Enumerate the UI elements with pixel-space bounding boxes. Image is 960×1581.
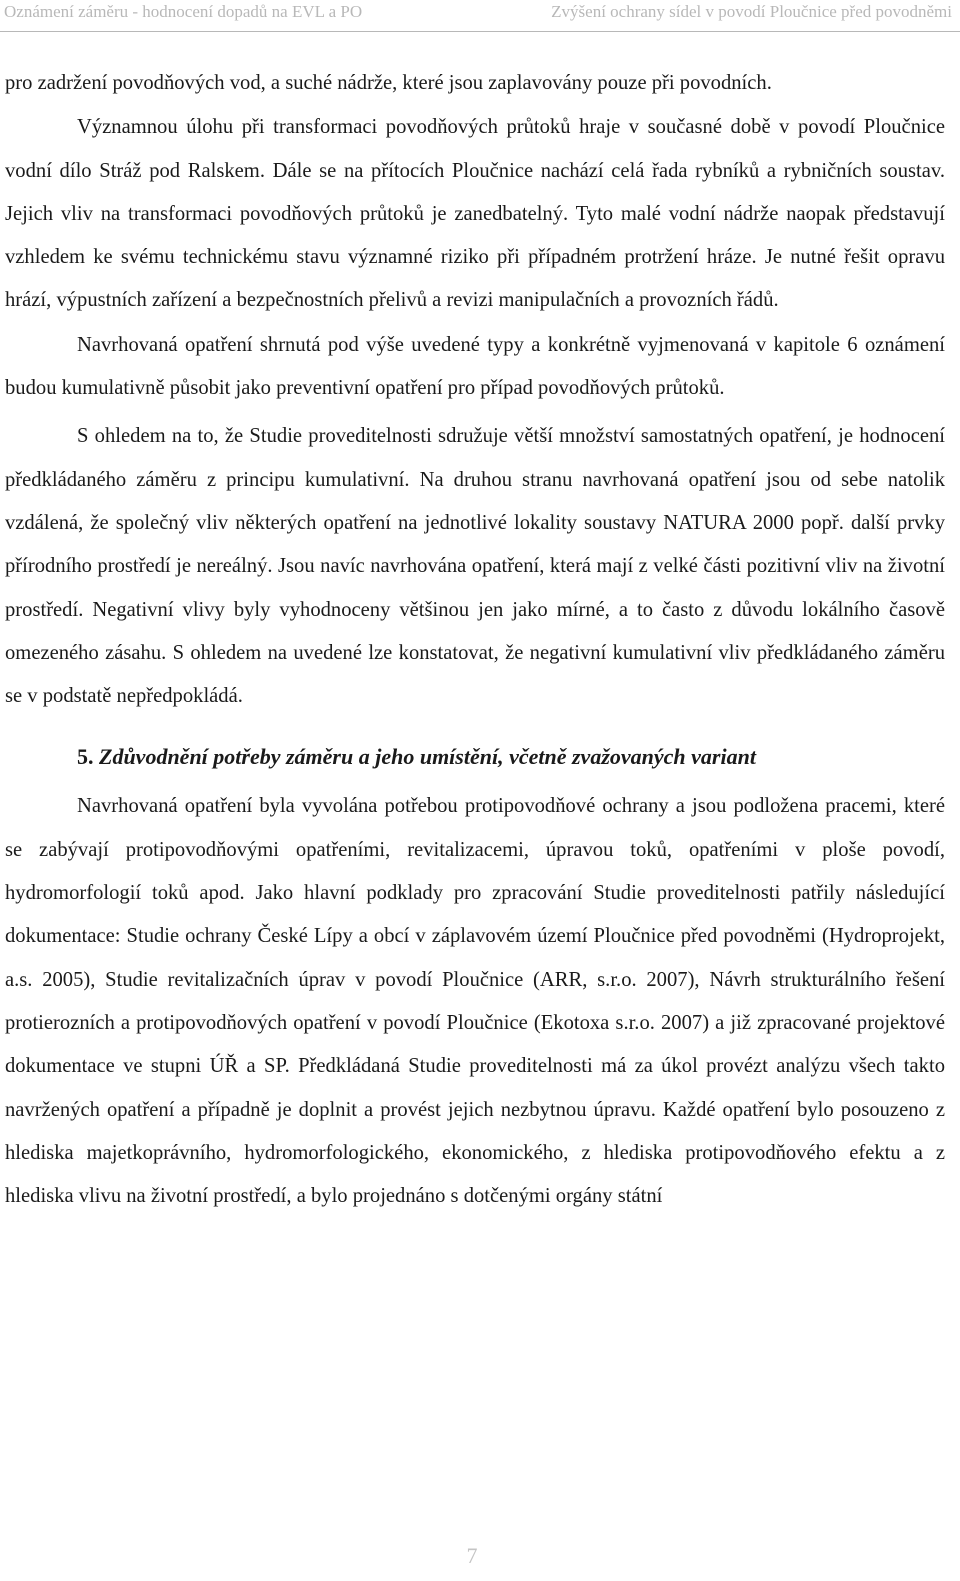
paragraph-transformation: Významnou úlohu při transformaci povodňových průtoků hraje v současné době v povodí Ploučnice vodní dílo Stráž pod Ralskem. Dále se na přítocích Ploučnice nachází celá řada rybníků a rybničních soustav. Jejich vliv na transformaci povodňových průtoků je zanedbatelný. Tyto malé vodní nádrže naopak představují vzhledem ke svému technickému stavu významné riziko při případném protržení hráze. Je nutné řešit opravu hrází, výpustních zařízení a bezpečnostních přelivů a revizi manipulačních a provozních řádů. [5, 116, 945, 312]
page-header [0, 0, 960, 32]
header-project-title: Zvýšení ochrany sídel v povodí Ploučnice před povodněmi [551, 2, 952, 21]
paragraph-continuation: pro zadržení povodňových vod, a suché nádrže, které jsou zaplavovány pouze při povodních. [5, 72, 772, 94]
page-number: 7 [466, 1543, 478, 1568]
section-heading [5, 737, 945, 777]
paragraph-justification: Navrhovaná opatření byla vyvolána potřebou protipovodňové ochrany a jsou podložena pracemi, které se zabývají protipovodňovými opatřeními, revitalizacemi, úpravou toků, opatřeními v ploše povodí, hydromorfologií toků apod. Jako hlavní podklady pro zpracování Studie proveditelnosti patřily následující dokumentace: Studie ochrany České Lípy a obcí v záplavovém území Ploučnice před povodněmi (Hydroprojekt, a.s. 2005), Studie revitalizačních úprav v povodí Ploučnice (ARR, s.r.o. 2007), Návrh strukturálního řešení protierozních a protipovodňových opatření v povodí Ploučnice (Ekotoxa s.r.o. 2007) a již zpracované projektové dokumentace ve stupni ÚŘ a SP. Předkládaná Studie proveditelnosti má za úkol provézt analýzu všech takto navržených opatření a případně je doplnit a provést jejich nezbytnou úpravu. Každé opatření bylo posouzeno z hlediska majetkoprávního, hydromorfologického, ekonomického, z hlediska protipovodňového efektu a z hlediska vlivu na životní prostředí, a bylo projednáno s dotčenými orgány státní [5, 795, 945, 1208]
section-title: Zdůvodnění potřeby záměru a jeho umístění, včetně zvažovaných variant [99, 744, 756, 770]
paragraph-proposed-measures: Navrhovaná opatření shrnutá pod výše uvedené typy a konkrétně vyjmenovaná v kapitole 6 oznámení budou kumulativně působit jako preventivní opatření pro případ povodňových průtoků. [5, 333, 945, 400]
header-document-title: Oznámení záměru - hodnocení dopadů na EVL a PO [4, 2, 363, 21]
paragraph-cumulative-impact: S ohledem na to, že Studie proveditelnosti sdružuje větší množství samostatných opatření, je hodnocení předkládaného záměru z principu kumulativní. Na druhou stranu navrhovaná opatření jsou od sebe natolik vzdálená, že společný vliv některých opatření na jednotlivé lokality soustavy NATURA 2000 popř. další prvky přírodního prostředí je nereálný. Jsou navíc navrhována opatření, která mají z velké části pozitivní vliv na životní prostředí. Negativní vlivy byly vyhodnoceny většinou jen jako mírné, a to často z důvodu lokálního časově omezeného zásahu. S ohledem na uvedené lze konstatovat, že negativní kumulativní vliv předkládaného záměru se v podstatě nepředpokládá. [5, 425, 945, 708]
document-body [5, 62, 945, 1218]
section-number: 5. [77, 744, 94, 770]
